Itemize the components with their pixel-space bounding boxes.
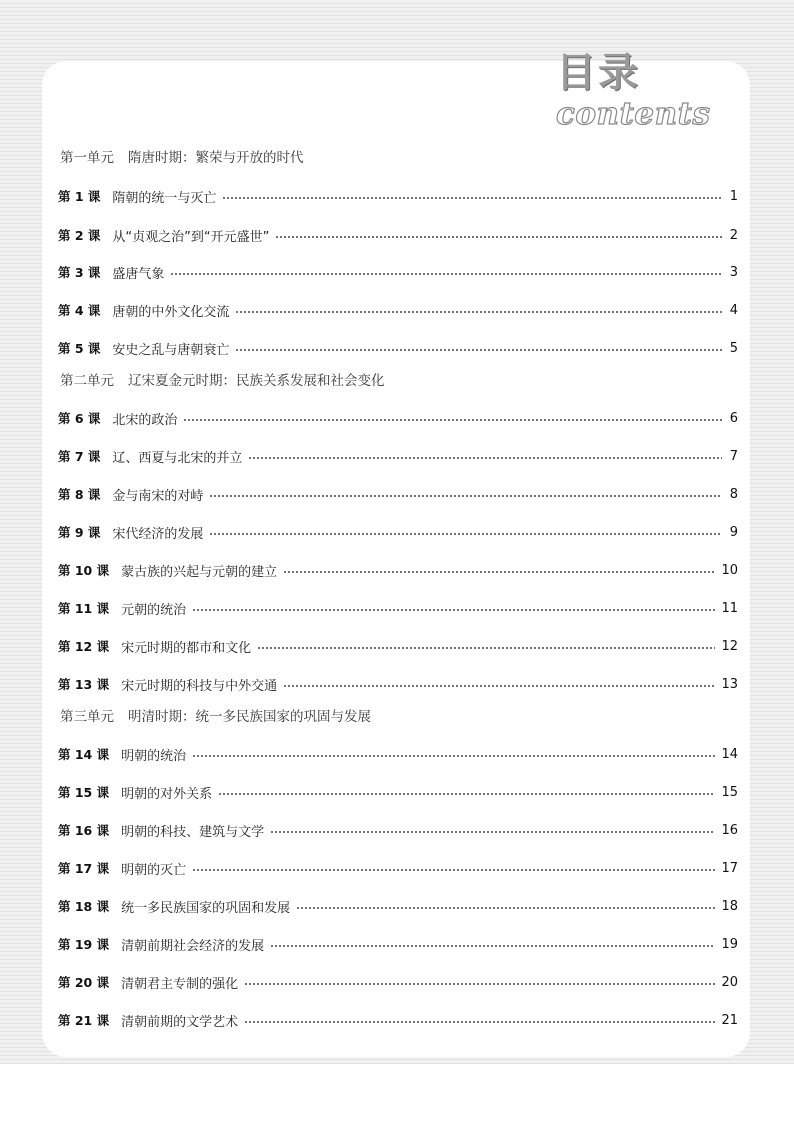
toc-entry[interactable] [58, 744, 738, 764]
lesson-number: 第 1 课 [58, 189, 101, 204]
dot-leader [270, 831, 715, 833]
dot-leader [218, 793, 715, 795]
dot-leader [244, 1021, 715, 1023]
page-number: 15 [721, 784, 738, 800]
lesson-title: 宋代经济的发展 [112, 526, 204, 542]
dot-leader [192, 609, 715, 611]
lesson-title: 明朝的对外关系 [121, 786, 213, 802]
lesson-number: 第 14 课 [58, 747, 110, 762]
lesson-number: 第 2 课 [58, 228, 101, 243]
toc-entry[interactable] [58, 186, 738, 206]
dot-leader [209, 495, 722, 497]
lesson-number: 第 15 课 [58, 785, 110, 800]
toc-entry[interactable] [58, 858, 738, 878]
unit-label: 第二单元 [60, 373, 114, 389]
toc-entry[interactable] [58, 300, 738, 320]
page-number: 11 [721, 600, 738, 616]
lesson-title: 安史之乱与唐朝衰亡 [112, 342, 230, 358]
toc-entry[interactable] [58, 896, 738, 916]
page-number: 12 [721, 638, 738, 654]
dot-leader [209, 533, 722, 535]
lesson-number: 第 18 课 [58, 899, 110, 914]
page-number: 7 [729, 448, 738, 464]
lesson-title: 元朝的统治 [121, 602, 187, 618]
dot-leader [183, 419, 722, 421]
unit-heading [60, 371, 385, 391]
dot-leader [283, 571, 715, 573]
unit-title: 明清时期：统一多民族国家的巩固与发展 [128, 709, 371, 725]
page-number: 20 [721, 974, 738, 990]
unit-title: 辽宋夏金元时期：民族关系发展和社会变化 [128, 373, 385, 389]
dot-leader [235, 349, 722, 351]
toc-entry[interactable] [58, 446, 738, 466]
unit-label: 第一单元 [60, 150, 114, 166]
lesson-number: 第 19 课 [58, 937, 110, 952]
page-number: 13 [721, 676, 738, 692]
page-number: 6 [729, 410, 738, 426]
dot-leader [257, 647, 715, 649]
lesson-number: 第 12 课 [58, 639, 110, 654]
dot-leader [222, 197, 722, 199]
unit-label: 第三单元 [60, 709, 114, 725]
dot-leader [244, 983, 715, 985]
page-number: 2 [729, 227, 738, 243]
toc-entry[interactable] [58, 1010, 738, 1030]
lesson-title: 明朝的科技、建筑与文学 [121, 824, 265, 840]
toc-entry[interactable] [58, 636, 738, 656]
toc-entry[interactable] [58, 225, 738, 245]
lesson-number: 第 13 课 [58, 677, 110, 692]
page-number: 5 [729, 340, 738, 356]
lesson-title: 从“贞观之治”到“开元盛世” [112, 229, 270, 245]
toc-entry[interactable] [58, 782, 738, 802]
lesson-title: 唐朝的中外文化交流 [112, 304, 230, 320]
dot-leader [270, 945, 715, 947]
toc-entry[interactable] [58, 972, 738, 992]
unit-heading [60, 707, 371, 727]
lesson-title: 清朝前期社会经济的发展 [121, 938, 265, 954]
page-number: 14 [721, 746, 738, 762]
lesson-title: 宋元时期的都市和文化 [121, 640, 252, 656]
dot-leader [296, 907, 715, 909]
lesson-number: 第 20 课 [58, 975, 110, 990]
page-number: 1 [729, 188, 738, 204]
toc-entry[interactable] [58, 934, 738, 954]
toc-entry[interactable] [58, 820, 738, 840]
unit-heading [60, 148, 304, 168]
lesson-title: 北宋的政治 [112, 412, 178, 428]
toc-entry[interactable] [58, 484, 738, 504]
page-number: 18 [721, 898, 738, 914]
lesson-number: 第 16 课 [58, 823, 110, 838]
lesson-title: 辽、西夏与北宋的并立 [112, 450, 243, 466]
page-number: 17 [721, 860, 738, 876]
page-subtitle: contents [556, 96, 711, 132]
toc-entry[interactable] [58, 674, 738, 694]
lesson-number: 第 4 课 [58, 303, 101, 318]
lesson-title: 蒙古族的兴起与元朝的建立 [121, 564, 278, 580]
lesson-title: 清朝君主专制的强化 [121, 976, 239, 992]
lesson-number: 第 7 课 [58, 449, 101, 464]
dot-leader [170, 273, 722, 275]
unit-title: 隋唐时期：繁荣与开放的时代 [128, 150, 304, 166]
lesson-title: 隋朝的统一与灭亡 [112, 190, 217, 206]
toc-entry[interactable] [58, 560, 738, 580]
dot-leader [192, 869, 715, 871]
toc-entry[interactable] [58, 338, 738, 358]
lesson-number: 第 8 课 [58, 487, 101, 502]
dot-leader [235, 311, 722, 313]
page-number: 21 [721, 1012, 738, 1028]
lesson-title: 盛唐气象 [112, 266, 165, 282]
dot-leader [283, 685, 715, 687]
lesson-title: 明朝的灭亡 [121, 862, 187, 878]
dot-leader [248, 457, 722, 459]
page-number: 19 [721, 936, 738, 952]
page-number: 4 [729, 302, 738, 318]
page-title: 目录 [556, 50, 640, 96]
lesson-number: 第 3 课 [58, 265, 101, 280]
lesson-number: 第 10 课 [58, 563, 110, 578]
lesson-number: 第 17 课 [58, 861, 110, 876]
lesson-number: 第 5 课 [58, 341, 101, 356]
lesson-title: 金与南宋的对峙 [112, 488, 204, 504]
page-number: 16 [721, 822, 738, 838]
page-number: 10 [721, 562, 738, 578]
toc-entry[interactable] [58, 262, 738, 282]
page-number: 8 [729, 486, 738, 502]
lesson-title: 明朝的统治 [121, 748, 187, 764]
dot-leader [275, 236, 722, 238]
toc-entry[interactable] [58, 522, 738, 542]
lesson-title: 清朝前期的文学艺术 [121, 1014, 239, 1030]
page-number: 9 [729, 524, 738, 540]
toc-entry[interactable] [58, 598, 738, 618]
dot-leader [192, 755, 715, 757]
page-number: 3 [729, 264, 738, 280]
lesson-number: 第 9 课 [58, 525, 101, 540]
lesson-number: 第 6 课 [58, 411, 101, 426]
lesson-title: 统一多民族国家的巩固和发展 [121, 900, 291, 916]
lesson-title: 宋元时期的科技与中外交通 [121, 678, 278, 694]
lesson-number: 第 11 课 [58, 601, 110, 616]
lesson-number: 第 21 课 [58, 1013, 110, 1028]
toc-entry[interactable] [58, 408, 738, 428]
